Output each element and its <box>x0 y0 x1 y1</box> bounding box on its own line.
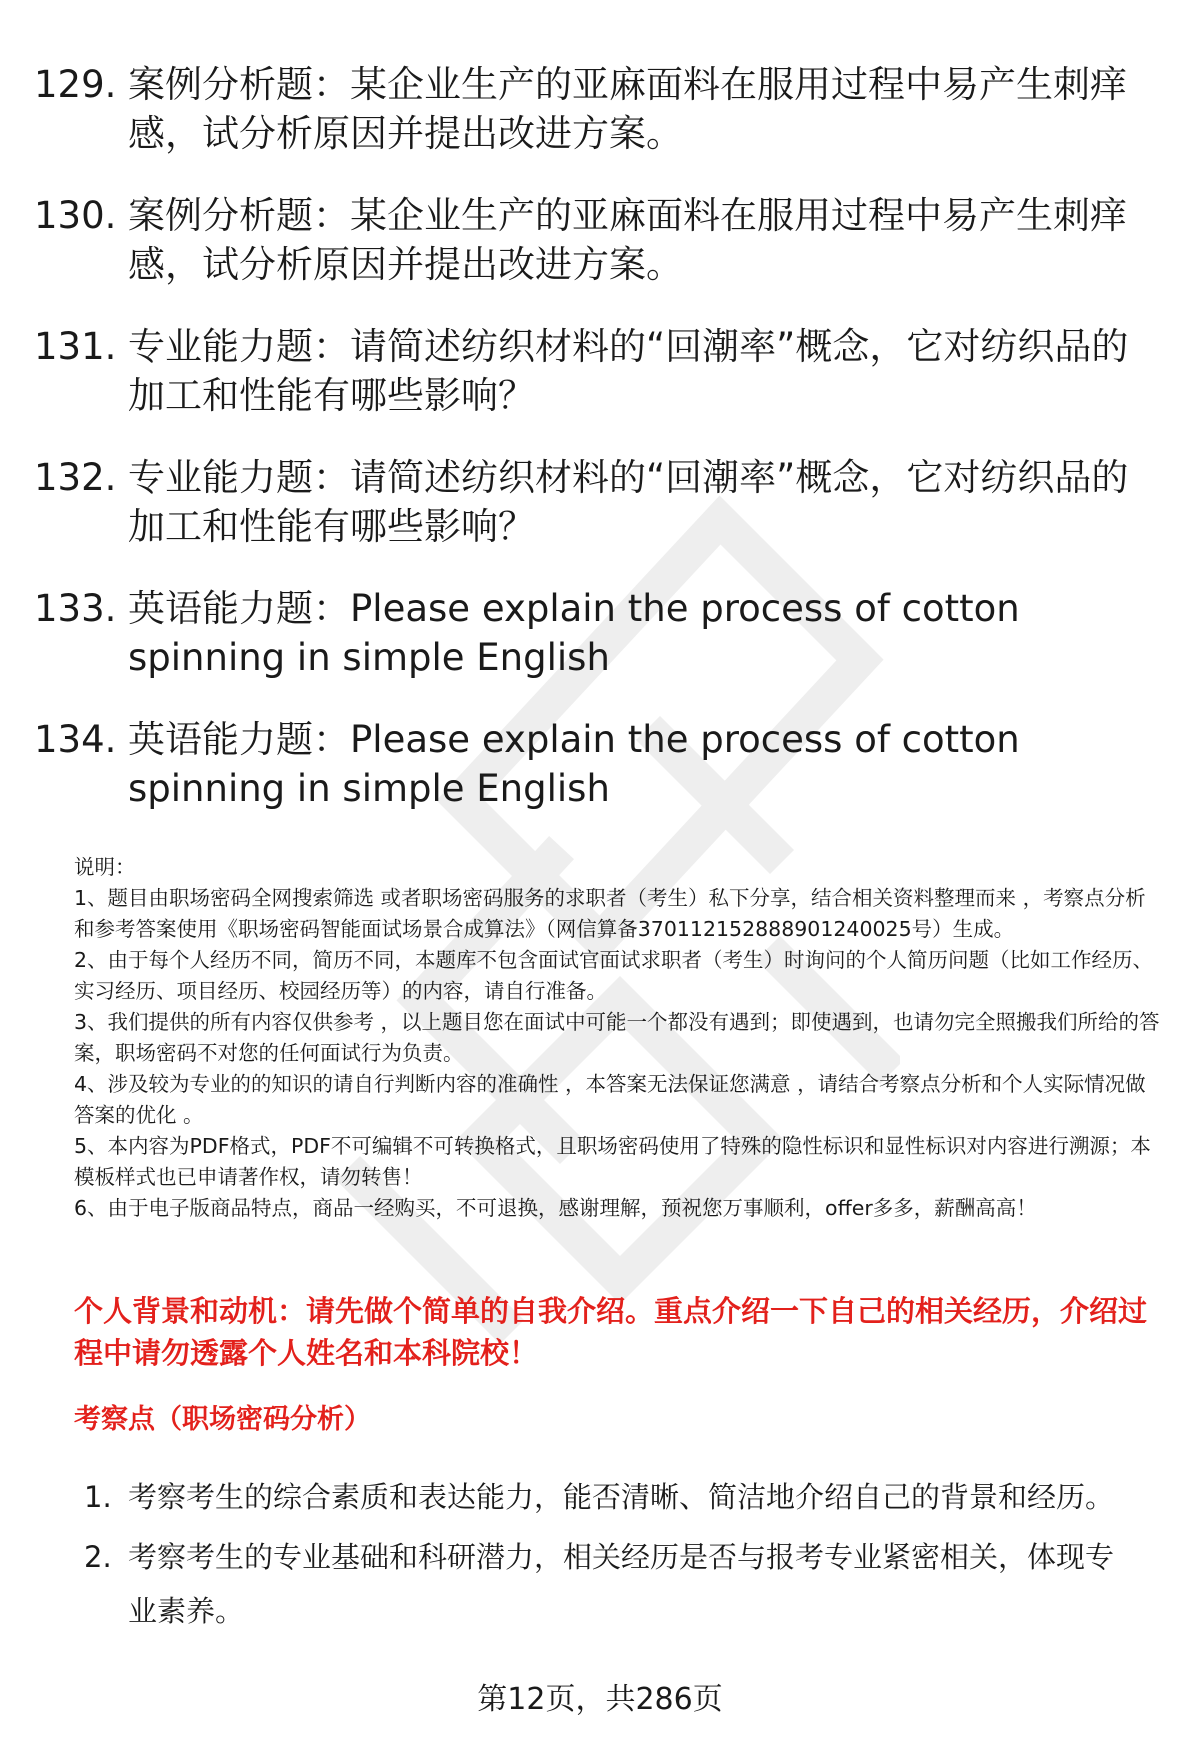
point-text: 考察考生的综合素质和表达能力，能否清晰、简洁地介绍自己的背景和经历。 <box>128 1480 1115 1514</box>
question-text: 英语能力题：Please explain the process of cotton spinning in simple English <box>128 718 1020 810</box>
point-number: 1. <box>84 1480 112 1514</box>
question-number: 133. <box>34 587 117 630</box>
note-item: 1、题目由职场密码全网搜索筛选 或者职场密码服务的求职者（考生）私下分享，结合相关资料整理而来 ，考察点分析和参考答案使用《职场密码智能面试场景合成算法》（网信算备370112152888901240025号）生成。 <box>74 886 1146 941</box>
note-item: 2、由于每个人经历不同，简历不同，本题库不包含面试官面试求职者（考生）时询问的个人简历问题（比如工作经历、实习经历、项目经历、校园经历等）的内容，请自行准备。 <box>74 948 1154 1003</box>
question-list <box>0 60 1200 846</box>
section-heading: 个人背景和动机：请先做个简单的自我介绍。重点介绍一下自己的相关经历，介绍过程中请勿透露个人姓名和本科院校！ <box>74 1294 1148 1370</box>
point-item <box>0 1530 1200 1638</box>
question-item <box>0 453 1200 551</box>
note-item: 4、涉及较为专业的的知识的请自行判断内容的准确性 ，本答案无法保证您满意 ，请结合考察点分析和个人实际情况做答案的优化 。 <box>74 1072 1146 1127</box>
point-item <box>0 1470 1200 1524</box>
point-number: 2. <box>84 1540 112 1574</box>
section-subheading: 考察点（职场密码分析） <box>74 1404 371 1435</box>
question-item <box>0 322 1200 420</box>
page-footer: 第12页，共286页 <box>477 1682 723 1717</box>
assessment-points <box>0 1470 1200 1644</box>
question-text: 专业能力题：请简述纺织材料的“回潮率”概念，它对纺织品的加工和性能有哪些影响？ <box>128 456 1129 548</box>
notes-section <box>74 852 1164 1224</box>
question-number: 134. <box>34 718 117 761</box>
question-item <box>0 60 1200 158</box>
question-text: 案例分析题：某企业生产的亚麻面料在服用过程中易产生刺痒感，试分析原因并提出改进方案。 <box>128 194 1127 286</box>
notes-title: 说明： <box>74 855 136 879</box>
question-text: 专业能力题：请简述纺织材料的“回潮率”概念，它对纺织品的加工和性能有哪些影响？ <box>128 325 1129 417</box>
note-item: 3、我们提供的所有内容仅供参考 ，以上题目您在面试中可能一个都没有遇到；即使遇到，也请勿完全照搬我们所给的答案，职场密码不对您的任何面试行为负责。 <box>74 1010 1160 1065</box>
question-item <box>0 584 1200 682</box>
question-item <box>0 191 1200 289</box>
question-text: 案例分析题：某企业生产的亚麻面料在服用过程中易产生刺痒感，试分析原因并提出改进方案。 <box>128 63 1127 155</box>
question-number: 132. <box>34 456 117 499</box>
note-item: 6、由于电子版商品特点，商品一经购买，不可退换，感谢理解，预祝您万事顺利，offer多多，薪酬高高！ <box>74 1196 1037 1220</box>
question-number: 131. <box>34 325 117 368</box>
question-number: 130. <box>34 194 117 237</box>
note-item: 5、本内容为PDF格式，PDF不可编辑不可转换格式，且职场密码使用了特殊的隐性标识和显性标识对内容进行溯源；本模板样式也已申请著作权，请勿转售！ <box>74 1134 1151 1189</box>
question-item <box>0 715 1200 813</box>
question-text: 英语能力题：Please explain the process of cotton spinning in simple English <box>128 587 1020 679</box>
question-number: 129. <box>34 63 117 106</box>
point-text: 考察考生的专业基础和科研潜力，相关经历是否与报考专业紧密相关，体现专业素养。 <box>128 1540 1115 1628</box>
